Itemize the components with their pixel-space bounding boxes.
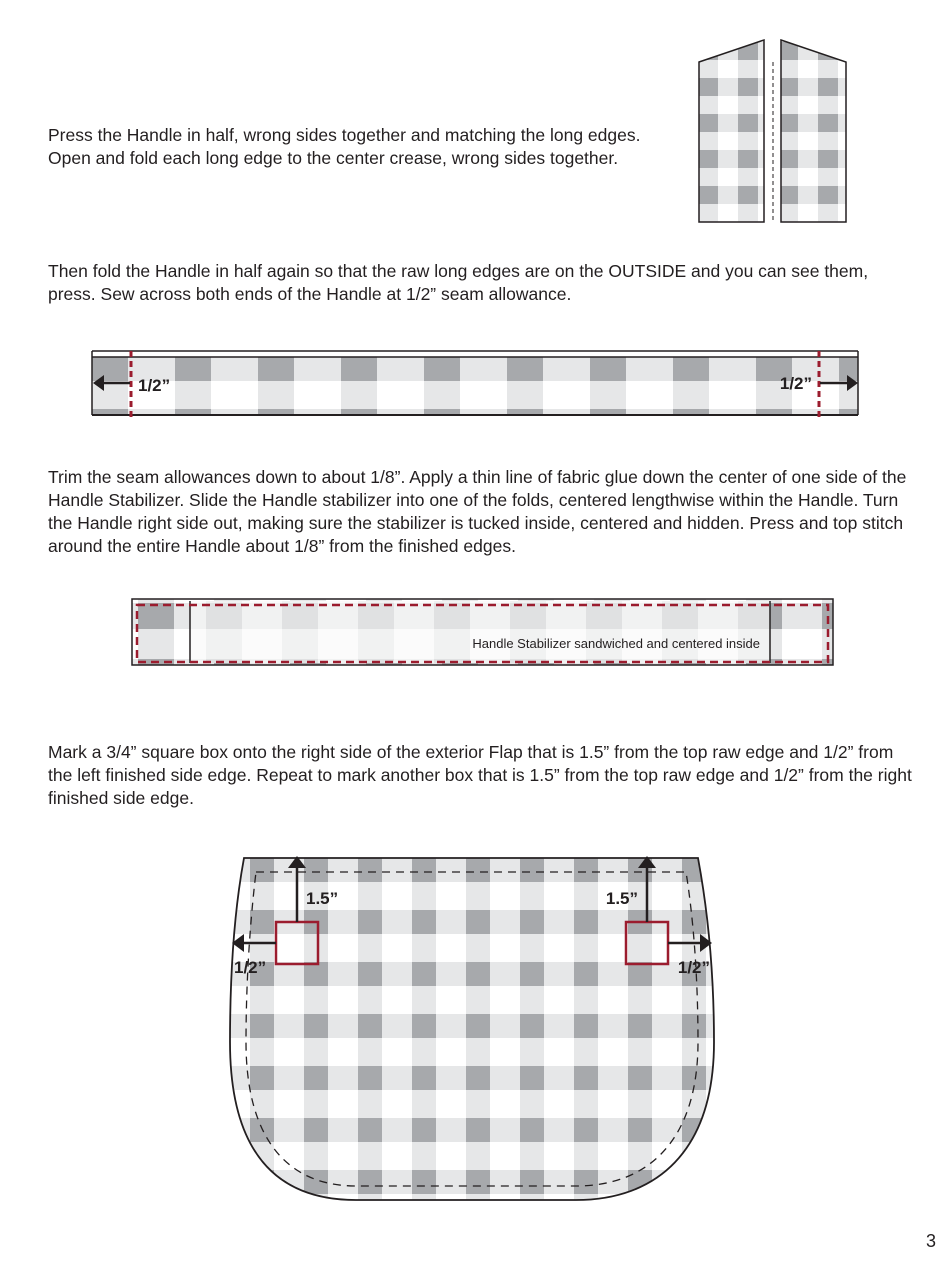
folded-handle-figure: [694, 36, 854, 226]
left-seam-label: 1/2”: [138, 376, 171, 395]
stitched-handle-figure: [130, 597, 836, 669]
flap-figure: [226, 852, 720, 1208]
right-fold-panel: [781, 40, 846, 222]
left-side-distance-label: 1/2”: [234, 958, 267, 977]
right-side-distance-label: 1/2”: [677, 958, 710, 977]
sewn-handle-figure: [90, 349, 862, 419]
stabilizer-caption: Handle Stabilizer sandwiched and centered inside: [472, 636, 760, 651]
flap-outline: [230, 858, 714, 1200]
step-2-text: Then fold the Handle in half again so that the raw long edges are on the OUTSIDE and you can see them, press. Sew across both ends of the Handle at 1/2” seam allowance.: [48, 261, 869, 304]
right-top-distance-label: 1.5”: [605, 889, 638, 908]
step-3-text: Trim the seam allowances down to about 1/8”. Apply a thin line of fabric glue down the center of one side of the Handle Stabilizer. Slide the Handle stabilizer into one of the folds, centered lengthwise within the Handle. Turn the Handle right side out, making sure the stabilizer is tucked inside, centered and hidden. Press and top stitch around the entire Handle about 1/8” from the finished edges.: [48, 467, 907, 556]
handle-strip: [92, 357, 858, 415]
step-1-text: Press the Handle in half, wrong sides together and matching the long edges. Open and fold each long edge to the center crease, wrong sides together.: [48, 125, 641, 168]
stabilizer-panel: [190, 601, 770, 663]
left-fold-panel: [699, 40, 764, 222]
left-top-distance-label: 1.5”: [306, 889, 339, 908]
step-4-text: Mark a 3/4” square box onto the right side of the exterior Flap that is 1.5” from the top raw edge and 1/2” from the left finished side edge. Repeat to mark another box that is 1.5” from the top raw edge and 1/2” from the right finished side edge.: [48, 742, 912, 808]
page-number: 3: [925, 1231, 936, 1251]
right-seam-label: 1/2”: [779, 374, 812, 393]
